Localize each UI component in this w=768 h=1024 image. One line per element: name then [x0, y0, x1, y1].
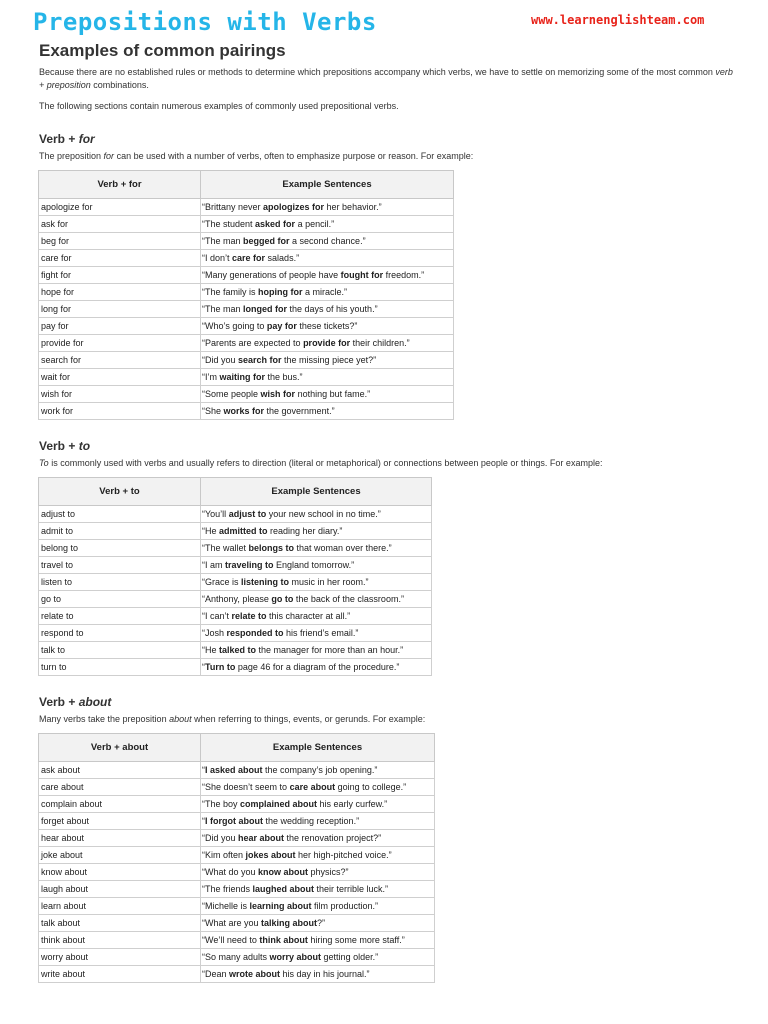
example-text: her behavior.” [324, 202, 382, 212]
verb-cell: talk to [39, 642, 201, 659]
verb-cell: ask for [39, 216, 201, 233]
verb-table [38, 733, 435, 983]
example-text: “The friends [202, 884, 253, 894]
example-text: ?” [317, 918, 326, 928]
section-heading-text: Verb + [39, 132, 79, 146]
example-keyword: pay for [266, 321, 297, 331]
table-row [39, 591, 432, 608]
section-description [39, 713, 739, 726]
example-keyword: Turn to [205, 662, 236, 672]
table-row [39, 318, 454, 335]
table-header-row [39, 734, 435, 762]
example-text: “What do you [202, 867, 259, 877]
example-text: “I’m [202, 372, 220, 382]
column-header-examples: Example Sentences [201, 734, 435, 762]
table-row [39, 932, 435, 949]
example-cell [201, 267, 454, 284]
example-text: the wedding reception.” [263, 816, 360, 826]
verb-cell: go to [39, 591, 201, 608]
verb-cell: provide for [39, 335, 201, 352]
sections [39, 131, 739, 983]
table-row [39, 557, 432, 574]
example-text: the renovation project?” [284, 833, 382, 843]
example-cell [201, 813, 435, 830]
column-header-verb: Verb + about [39, 734, 201, 762]
verb-cell: beg for [39, 233, 201, 250]
example-text: music in her room.” [289, 577, 369, 587]
example-text: “I can’t [202, 611, 232, 621]
verb-cell: listen to [39, 574, 201, 591]
example-cell [201, 335, 454, 352]
verb-cell: adjust to [39, 506, 201, 523]
table-header-row [39, 171, 454, 199]
verb-cell: hear about [39, 830, 201, 847]
intro-text-c: combinations. [90, 80, 149, 90]
section-to [39, 438, 739, 676]
verb-cell: joke about [39, 847, 201, 864]
example-text: “I am [202, 560, 226, 570]
table-row [39, 864, 435, 881]
example-cell [201, 864, 435, 881]
verb-cell: respond to [39, 625, 201, 642]
example-cell [201, 233, 454, 250]
verb-cell: travel to [39, 557, 201, 574]
table-row [39, 199, 454, 216]
table-row [39, 830, 435, 847]
example-text: “Who’s going to [202, 321, 267, 331]
verb-cell: wish for [39, 386, 201, 403]
example-text: page 46 for a diagram of the procedure.” [235, 662, 400, 672]
example-cell [201, 506, 432, 523]
description-text: The preposition [39, 151, 104, 161]
verb-cell: care for [39, 250, 201, 267]
example-text: “ [202, 662, 205, 672]
verb-cell: fight for [39, 267, 201, 284]
verb-cell: hope for [39, 284, 201, 301]
table-row [39, 574, 432, 591]
section-heading-text: Verb + [39, 439, 79, 453]
example-text: “Some people [202, 389, 261, 399]
example-text: “You’ll [202, 509, 229, 519]
example-text: that woman over there.” [294, 543, 392, 553]
verb-cell: long for [39, 301, 201, 318]
example-text: your new school in no time.” [266, 509, 381, 519]
intro-paragraph [39, 66, 739, 92]
section-heading [39, 131, 739, 147]
example-cell [201, 625, 432, 642]
example-cell [201, 762, 435, 779]
example-keyword: care about [289, 782, 336, 792]
example-text: “She doesn’t seem to [202, 782, 290, 792]
table-row [39, 233, 454, 250]
example-cell [201, 318, 454, 335]
table-row [39, 847, 435, 864]
example-text: a pencil.” [295, 219, 335, 229]
table-row [39, 762, 435, 779]
example-cell [201, 949, 435, 966]
example-cell [201, 352, 454, 369]
table-row [39, 898, 435, 915]
table-row [39, 403, 454, 420]
example-cell [201, 779, 435, 796]
table-row [39, 796, 435, 813]
example-keyword: listening to [241, 577, 290, 587]
section-heading [39, 438, 739, 454]
example-cell [201, 199, 454, 216]
example-keyword: asked for [255, 219, 296, 229]
example-keyword: longed for [243, 304, 288, 314]
example-text: his friend’s email.” [283, 628, 359, 638]
example-keyword: talked to [219, 645, 257, 655]
example-text: “What are you [202, 918, 262, 928]
example-cell [201, 796, 435, 813]
example-cell [201, 540, 432, 557]
section-about [39, 694, 739, 983]
verb-cell: search for [39, 352, 201, 369]
section-heading-preposition: to [78, 439, 91, 453]
table-row [39, 250, 454, 267]
example-keyword: laughed about [252, 884, 315, 894]
intro-heading: Examples of common pairings [39, 41, 286, 60]
example-text: these tickets?” [296, 321, 358, 331]
site-url[interactable]: www.learnenglishteam.com [531, 13, 705, 27]
section-description [39, 150, 739, 163]
verb-cell: forget about [39, 813, 201, 830]
example-keyword: worry about [269, 952, 322, 962]
example-keyword: adjust to [228, 509, 267, 519]
example-cell [201, 369, 454, 386]
example-text: “The family is [202, 287, 259, 297]
verb-table [38, 170, 454, 420]
table-row [39, 335, 454, 352]
verb-cell: write about [39, 966, 201, 983]
example-text: a miracle.” [302, 287, 348, 297]
example-text: “ [202, 816, 205, 826]
table-header-row [39, 478, 432, 506]
example-keyword: fought for [340, 270, 384, 280]
verb-cell: learn about [39, 898, 201, 915]
example-keyword: jokes about [245, 850, 296, 860]
example-text: “We’ll need to [202, 935, 260, 945]
example-keyword: know about [258, 867, 309, 877]
example-text: the government.” [264, 406, 335, 416]
example-keyword: talking about [261, 918, 318, 928]
example-cell [201, 932, 435, 949]
verb-cell: admit to [39, 523, 201, 540]
verb-cell: turn to [39, 659, 201, 676]
example-text: reading her diary.” [267, 526, 343, 536]
example-keyword: complained about [240, 799, 318, 809]
example-text: “Dean [202, 969, 230, 979]
intro-text-b: verb + preposition [39, 67, 733, 90]
example-keyword: I forgot about [205, 816, 263, 826]
table-row [39, 915, 435, 932]
verb-cell: talk about [39, 915, 201, 932]
example-keyword: wrote about [229, 969, 281, 979]
example-text: salads.” [265, 253, 300, 263]
description-text: when referring to things, events, or gerunds. For example: [191, 714, 426, 724]
table-row [39, 642, 432, 659]
example-keyword: care for [232, 253, 266, 263]
example-text: their terrible luck.” [314, 884, 389, 894]
table-row [39, 779, 435, 796]
example-cell [201, 574, 432, 591]
section-heading-preposition: about [78, 695, 112, 709]
verb-table [38, 477, 432, 676]
verb-cell: relate to [39, 608, 201, 625]
verb-cell: laugh about [39, 881, 201, 898]
example-text: “Parents are expected to [202, 338, 304, 348]
document-body [39, 40, 739, 983]
verb-cell: complain about [39, 796, 201, 813]
example-cell [201, 915, 435, 932]
example-cell [201, 250, 454, 267]
example-cell [201, 591, 432, 608]
example-keyword: hoping for [258, 287, 303, 297]
example-text: freedom.” [383, 270, 425, 280]
example-keyword: waiting for [219, 372, 265, 382]
example-text: hiring some more staff.” [307, 935, 405, 945]
example-cell [201, 642, 432, 659]
page-title: Prepositions with Verbs [33, 8, 377, 36]
example-cell [201, 898, 435, 915]
section-description [39, 457, 739, 470]
column-header-verb: Verb + for [39, 171, 201, 199]
example-text: getting older.” [321, 952, 379, 962]
example-keyword: begged for [243, 236, 290, 246]
table-row [39, 966, 435, 983]
example-text: “The wallet [202, 543, 249, 553]
verb-cell: work for [39, 403, 201, 420]
example-cell [201, 557, 432, 574]
example-keyword: I asked about [205, 765, 263, 775]
section-for [39, 131, 739, 420]
example-cell [201, 386, 454, 403]
table-row [39, 949, 435, 966]
example-cell [201, 659, 432, 676]
example-text: “The student [202, 219, 256, 229]
example-keyword: think about [259, 935, 308, 945]
table-row [39, 659, 432, 676]
example-keyword: traveling to [225, 560, 274, 570]
example-keyword: provide for [303, 338, 351, 348]
description-text: To [39, 458, 49, 468]
table-row [39, 813, 435, 830]
example-keyword: belongs to [248, 543, 295, 553]
example-text: “Anthony, please [202, 594, 272, 604]
description-text: about [169, 714, 192, 724]
example-text: the days of his youth.” [287, 304, 378, 314]
example-text: the company’s job opening.” [262, 765, 378, 775]
verb-cell: think about [39, 932, 201, 949]
intro-paragraph-2: The following sections contain numerous examples of commonly used prepositional verbs. [39, 101, 399, 111]
example-keyword: apologizes for [263, 202, 325, 212]
example-cell [201, 966, 435, 983]
example-cell [201, 216, 454, 233]
example-text: nothing but fame.” [295, 389, 371, 399]
example-text: “Kim often [202, 850, 246, 860]
example-text: “Grace is [202, 577, 242, 587]
example-text: his day in his journal.” [280, 969, 370, 979]
table-row [39, 216, 454, 233]
example-text: “The man [202, 304, 244, 314]
table-row [39, 540, 432, 557]
example-text: “Josh [202, 628, 227, 638]
example-keyword: hear about [238, 833, 285, 843]
description-text: can be used with a number of verbs, often to emphasize purpose or reason. For example: [114, 151, 474, 161]
table-row [39, 386, 454, 403]
example-text: going to college.” [335, 782, 407, 792]
example-text: the back of the classroom.” [293, 594, 404, 604]
verb-cell: ask about [39, 762, 201, 779]
description-text: for [103, 151, 115, 161]
column-header-examples: Example Sentences [201, 478, 432, 506]
example-text: “ [202, 765, 205, 775]
example-keyword: admitted to [219, 526, 268, 536]
table-row [39, 506, 432, 523]
verb-cell: wait for [39, 369, 201, 386]
example-text: “The man [202, 236, 244, 246]
example-cell [201, 881, 435, 898]
example-text: their children.” [350, 338, 410, 348]
example-keyword: search for [238, 355, 282, 365]
example-text: physics?” [308, 867, 349, 877]
example-text: his early curfew.” [317, 799, 388, 809]
example-text: the bus.” [265, 372, 303, 382]
table-row [39, 301, 454, 318]
verb-cell: know about [39, 864, 201, 881]
example-text: the missing piece yet?” [281, 355, 377, 365]
verb-cell: pay for [39, 318, 201, 335]
example-text: the manager for more than an hour.” [256, 645, 404, 655]
table-row [39, 523, 432, 540]
table-row [39, 284, 454, 301]
section-heading-text: Verb + [39, 695, 79, 709]
description-text: is commonly used with verbs and usually refers to direction (literal or metaphorical) or connections between people or things. For example: [48, 458, 603, 468]
table-row [39, 608, 432, 625]
example-keyword: works for [223, 406, 265, 416]
example-text: “Michelle is [202, 901, 250, 911]
example-text: film production.” [311, 901, 379, 911]
example-keyword: relate to [231, 611, 267, 621]
example-cell [201, 523, 432, 540]
example-text: her high-pitched voice.” [295, 850, 392, 860]
example-text: “Brittany never [202, 202, 264, 212]
verb-cell: apologize for [39, 199, 201, 216]
example-cell [201, 301, 454, 318]
table-row [39, 625, 432, 642]
section-heading [39, 694, 739, 710]
example-cell [201, 830, 435, 847]
example-cell [201, 847, 435, 864]
example-text: “He [202, 526, 220, 536]
example-text: “He [202, 645, 220, 655]
verb-cell: belong to [39, 540, 201, 557]
example-text: “I don’t [202, 253, 233, 263]
table-row [39, 369, 454, 386]
example-text: “The boy [202, 799, 241, 809]
intro-text-a: Because there are no established rules or methods to determine which prepositions accompany which verbs, we have to settle on memorizing some of the most common [39, 67, 716, 77]
verb-cell: care about [39, 779, 201, 796]
example-text: “Did you [202, 355, 239, 365]
example-cell [201, 403, 454, 420]
example-cell [201, 284, 454, 301]
example-keyword: wish for [260, 389, 296, 399]
column-header-verb: Verb + to [39, 478, 201, 506]
example-text: a second chance.” [289, 236, 366, 246]
section-heading-preposition: for [78, 132, 95, 146]
table-row [39, 352, 454, 369]
description-text: Many verbs take the preposition [39, 714, 170, 724]
example-text: “So many adults [202, 952, 270, 962]
table-row [39, 267, 454, 284]
example-text: “Many generations of people have [202, 270, 341, 280]
example-cell [201, 608, 432, 625]
table-row [39, 881, 435, 898]
example-text: “Did you [202, 833, 239, 843]
example-text: “She [202, 406, 224, 416]
example-keyword: responded to [226, 628, 284, 638]
verb-cell: worry about [39, 949, 201, 966]
column-header-examples: Example Sentences [201, 171, 454, 199]
example-keyword: learning about [249, 901, 312, 911]
example-keyword: go to [271, 594, 294, 604]
example-text: this character at all.” [266, 611, 351, 621]
example-text: England tomorrow.” [273, 560, 355, 570]
